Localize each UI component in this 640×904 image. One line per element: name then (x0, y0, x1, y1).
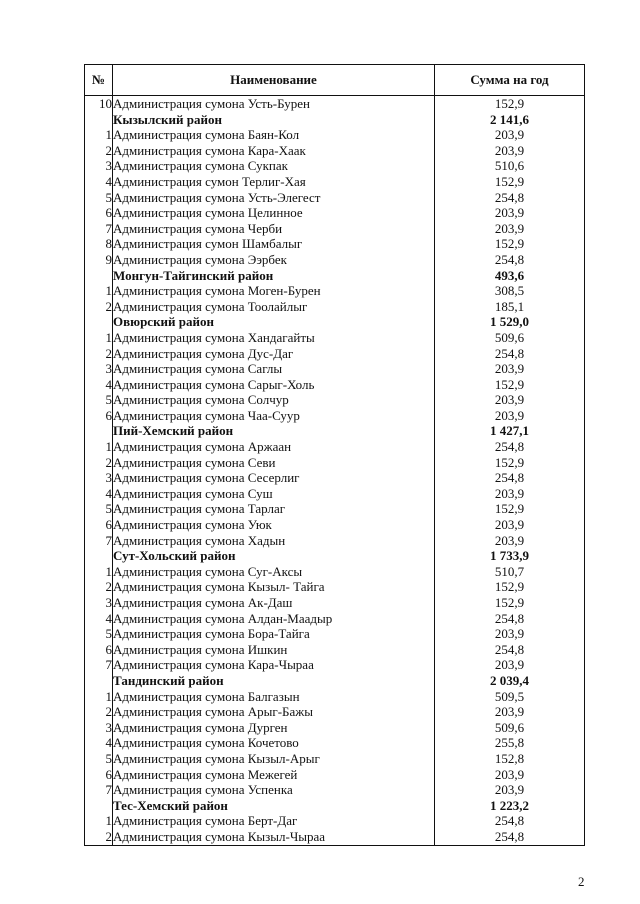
row-number (85, 673, 113, 689)
row-name: Администрация сумона Бора-Тайга (113, 626, 435, 642)
district-row (85, 314, 585, 330)
row-number: 1 (85, 330, 113, 346)
row-sum: 152,9 (435, 174, 585, 190)
row-number: 3 (85, 361, 113, 377)
table-row (85, 657, 585, 673)
table-row (85, 595, 585, 611)
row-name: Администрация сумона Хандагайты (113, 330, 435, 346)
row-name: Администрация сумона Саглы (113, 361, 435, 377)
table-row (85, 767, 585, 783)
table-row (85, 704, 585, 720)
row-sum: 152,9 (435, 595, 585, 611)
table-row (85, 236, 585, 252)
row-name: Администрация сумона Солчур (113, 392, 435, 408)
row-name: Администрация сумона Черби (113, 221, 435, 237)
row-sum: 255,8 (435, 735, 585, 751)
row-name: Администрация сумона Кызыл- Тайга (113, 579, 435, 595)
row-name: Администрация сумона Тарлаг (113, 501, 435, 517)
table-row (85, 611, 585, 627)
row-name: Администрация сумона Суг-Аксы (113, 564, 435, 580)
row-sum: 254,8 (435, 439, 585, 455)
district-row (85, 673, 585, 689)
row-name: Администрация сумона Аржаан (113, 439, 435, 455)
table-row (85, 782, 585, 798)
row-sum: 203,9 (435, 533, 585, 549)
row-sum: 509,5 (435, 689, 585, 705)
row-sum: 2 141,6 (435, 112, 585, 128)
row-name: Администрация сумона Кара-Чыраа (113, 657, 435, 673)
table-row (85, 439, 585, 455)
row-number: 8 (85, 236, 113, 252)
row-number (85, 268, 113, 284)
row-number: 3 (85, 158, 113, 174)
row-number: 1 (85, 283, 113, 299)
table-row (85, 501, 585, 517)
row-sum: 203,9 (435, 767, 585, 783)
column-header-name: Наименование (113, 65, 435, 96)
row-sum: 254,8 (435, 829, 585, 845)
row-name: Администрация сумона Кызыл-Чыраа (113, 829, 435, 845)
table-row (85, 252, 585, 268)
row-sum: 203,9 (435, 657, 585, 673)
table-row (85, 127, 585, 143)
row-name: Администрация сумона Ээрбек (113, 252, 435, 268)
row-number: 1 (85, 813, 113, 829)
row-sum: 254,8 (435, 813, 585, 829)
row-number (85, 798, 113, 814)
row-sum: 254,8 (435, 190, 585, 206)
row-name: Администрация сумона Сарыг-Холь (113, 377, 435, 393)
row-name: Тес-Хемский район (113, 798, 435, 814)
row-name: Овюрский район (113, 314, 435, 330)
row-number: 2 (85, 829, 113, 845)
row-name: Администрация сумона Кара-Хаак (113, 143, 435, 159)
table-row (85, 377, 585, 393)
row-sum: 203,9 (435, 486, 585, 502)
table-row (85, 751, 585, 767)
table-row (85, 205, 585, 221)
row-number (85, 423, 113, 439)
row-sum: 308,5 (435, 283, 585, 299)
table-header-row (85, 65, 585, 96)
table-row (85, 486, 585, 502)
district-row (85, 798, 585, 814)
table-row (85, 564, 585, 580)
row-sum: 185,1 (435, 299, 585, 315)
row-sum: 203,9 (435, 517, 585, 533)
table-row (85, 299, 585, 315)
row-name: Администрация сумона Хадын (113, 533, 435, 549)
row-number: 10 (85, 96, 113, 112)
row-name: Администрация сумона Усть-Бурен (113, 96, 435, 112)
row-sum: 509,6 (435, 330, 585, 346)
row-name: Администрация сумона Ишкин (113, 642, 435, 658)
row-name: Пий-Хемский район (113, 423, 435, 439)
row-name: Администрация сумона Кочетово (113, 735, 435, 751)
row-sum: 152,9 (435, 501, 585, 517)
table-row (85, 470, 585, 486)
table-row (85, 517, 585, 533)
row-name: Администрация сумона Уюк (113, 517, 435, 533)
row-sum: 493,6 (435, 268, 585, 284)
row-name: Администрация сумона Арыг-Бажы (113, 704, 435, 720)
row-sum: 203,9 (435, 704, 585, 720)
column-header-number: № (85, 65, 113, 96)
row-name: Администрация сумона Суш (113, 486, 435, 502)
row-number: 9 (85, 252, 113, 268)
row-number: 6 (85, 767, 113, 783)
row-number: 6 (85, 205, 113, 221)
row-number: 2 (85, 579, 113, 595)
table-row (85, 689, 585, 705)
row-number: 7 (85, 782, 113, 798)
row-name: Администрация сумона Тоолайлыг (113, 299, 435, 315)
allocation-table (84, 64, 585, 846)
row-sum: 254,8 (435, 252, 585, 268)
row-sum: 254,8 (435, 642, 585, 658)
row-number: 2 (85, 704, 113, 720)
row-sum: 1 529,0 (435, 314, 585, 330)
district-row (85, 548, 585, 564)
row-number: 7 (85, 657, 113, 673)
row-number (85, 112, 113, 128)
row-name: Администрация сумона Успенка (113, 782, 435, 798)
row-number: 1 (85, 689, 113, 705)
row-sum: 510,6 (435, 158, 585, 174)
row-number (85, 314, 113, 330)
table-row (85, 408, 585, 424)
table-row (85, 392, 585, 408)
row-name: Администрация сумона Моген-Бурен (113, 283, 435, 299)
row-sum: 203,9 (435, 361, 585, 377)
table-row (85, 720, 585, 736)
row-name: Администрация сумона Усть-Элегест (113, 190, 435, 206)
row-sum: 203,9 (435, 392, 585, 408)
row-name: Администрация сумона Дурген (113, 720, 435, 736)
row-name: Монгун-Тайгинский район (113, 268, 435, 284)
district-row (85, 423, 585, 439)
row-sum: 509,6 (435, 720, 585, 736)
row-sum: 203,9 (435, 143, 585, 159)
row-sum: 152,9 (435, 579, 585, 595)
row-number: 2 (85, 299, 113, 315)
row-number: 5 (85, 501, 113, 517)
table-header (85, 65, 585, 96)
row-number: 1 (85, 564, 113, 580)
table-row (85, 346, 585, 362)
row-number: 4 (85, 735, 113, 751)
table-row (85, 579, 585, 595)
row-sum: 152,9 (435, 96, 585, 112)
table-row (85, 143, 585, 159)
row-number: 5 (85, 626, 113, 642)
table-row (85, 96, 585, 112)
row-number: 7 (85, 533, 113, 549)
row-name: Администрация сумона Межегей (113, 767, 435, 783)
row-number: 5 (85, 751, 113, 767)
row-name: Администрация сумона Сукпак (113, 158, 435, 174)
row-sum: 152,9 (435, 236, 585, 252)
row-name: Администрация сумона Балгазын (113, 689, 435, 705)
row-name: Администрация сумона Целинное (113, 205, 435, 221)
row-sum: 1 733,9 (435, 548, 585, 564)
row-sum: 152,9 (435, 377, 585, 393)
table-row (85, 283, 585, 299)
row-number: 2 (85, 455, 113, 471)
row-number: 5 (85, 190, 113, 206)
row-name: Кызылский район (113, 112, 435, 128)
row-sum: 254,8 (435, 611, 585, 627)
row-sum: 510,7 (435, 564, 585, 580)
table-row (85, 813, 585, 829)
table-row (85, 735, 585, 751)
column-header-sum: Сумма на год (435, 65, 585, 96)
row-name: Администрация сумона Ак-Даш (113, 595, 435, 611)
table-body (85, 96, 585, 846)
table-row (85, 221, 585, 237)
row-number: 4 (85, 377, 113, 393)
row-name: Администрация сумона Сесерлиг (113, 470, 435, 486)
row-number: 6 (85, 642, 113, 658)
row-sum: 203,9 (435, 221, 585, 237)
row-sum: 1 427,1 (435, 423, 585, 439)
row-number: 4 (85, 486, 113, 502)
page-number: 2 (578, 874, 585, 889)
row-number: 6 (85, 517, 113, 533)
row-number: 2 (85, 346, 113, 362)
table-row (85, 455, 585, 471)
row-number: 7 (85, 221, 113, 237)
row-number: 6 (85, 408, 113, 424)
row-name: Сут-Хольский район (113, 548, 435, 564)
row-number: 3 (85, 470, 113, 486)
row-sum: 152,9 (435, 455, 585, 471)
row-sum: 2 039,4 (435, 673, 585, 689)
row-number: 4 (85, 174, 113, 190)
row-number: 2 (85, 143, 113, 159)
row-number: 3 (85, 720, 113, 736)
table-row (85, 174, 585, 190)
row-sum: 254,8 (435, 470, 585, 486)
table-row (85, 361, 585, 377)
row-sum: 203,9 (435, 782, 585, 798)
row-name: Администрация сумона Алдан-Маадыр (113, 611, 435, 627)
row-number (85, 548, 113, 564)
row-number: 5 (85, 392, 113, 408)
table-row (85, 642, 585, 658)
row-sum: 254,8 (435, 346, 585, 362)
row-sum: 152,8 (435, 751, 585, 767)
row-sum: 203,9 (435, 408, 585, 424)
row-name: Администрация сумон Шамбалыг (113, 236, 435, 252)
table-row (85, 533, 585, 549)
table-row (85, 190, 585, 206)
row-name: Администрация сумона Берт-Даг (113, 813, 435, 829)
row-name: Администрация сумона Чаа-Суур (113, 408, 435, 424)
row-sum: 203,9 (435, 626, 585, 642)
row-name: Администрация сумона Севи (113, 455, 435, 471)
district-row (85, 112, 585, 128)
table-row (85, 829, 585, 845)
row-number: 1 (85, 127, 113, 143)
row-number: 3 (85, 595, 113, 611)
row-sum: 1 223,2 (435, 798, 585, 814)
row-name: Администрация сумон Терлиг-Хая (113, 174, 435, 190)
row-name: Администрация сумона Кызыл-Арыг (113, 751, 435, 767)
row-sum: 203,9 (435, 205, 585, 221)
row-name: Администрация сумона Дус-Даг (113, 346, 435, 362)
row-number: 1 (85, 439, 113, 455)
row-sum: 203,9 (435, 127, 585, 143)
row-name: Тандинский район (113, 673, 435, 689)
row-number: 4 (85, 611, 113, 627)
table-row (85, 158, 585, 174)
row-name: Администрация сумона Баян-Кол (113, 127, 435, 143)
table-row (85, 330, 585, 346)
table-row (85, 626, 585, 642)
district-row (85, 268, 585, 284)
